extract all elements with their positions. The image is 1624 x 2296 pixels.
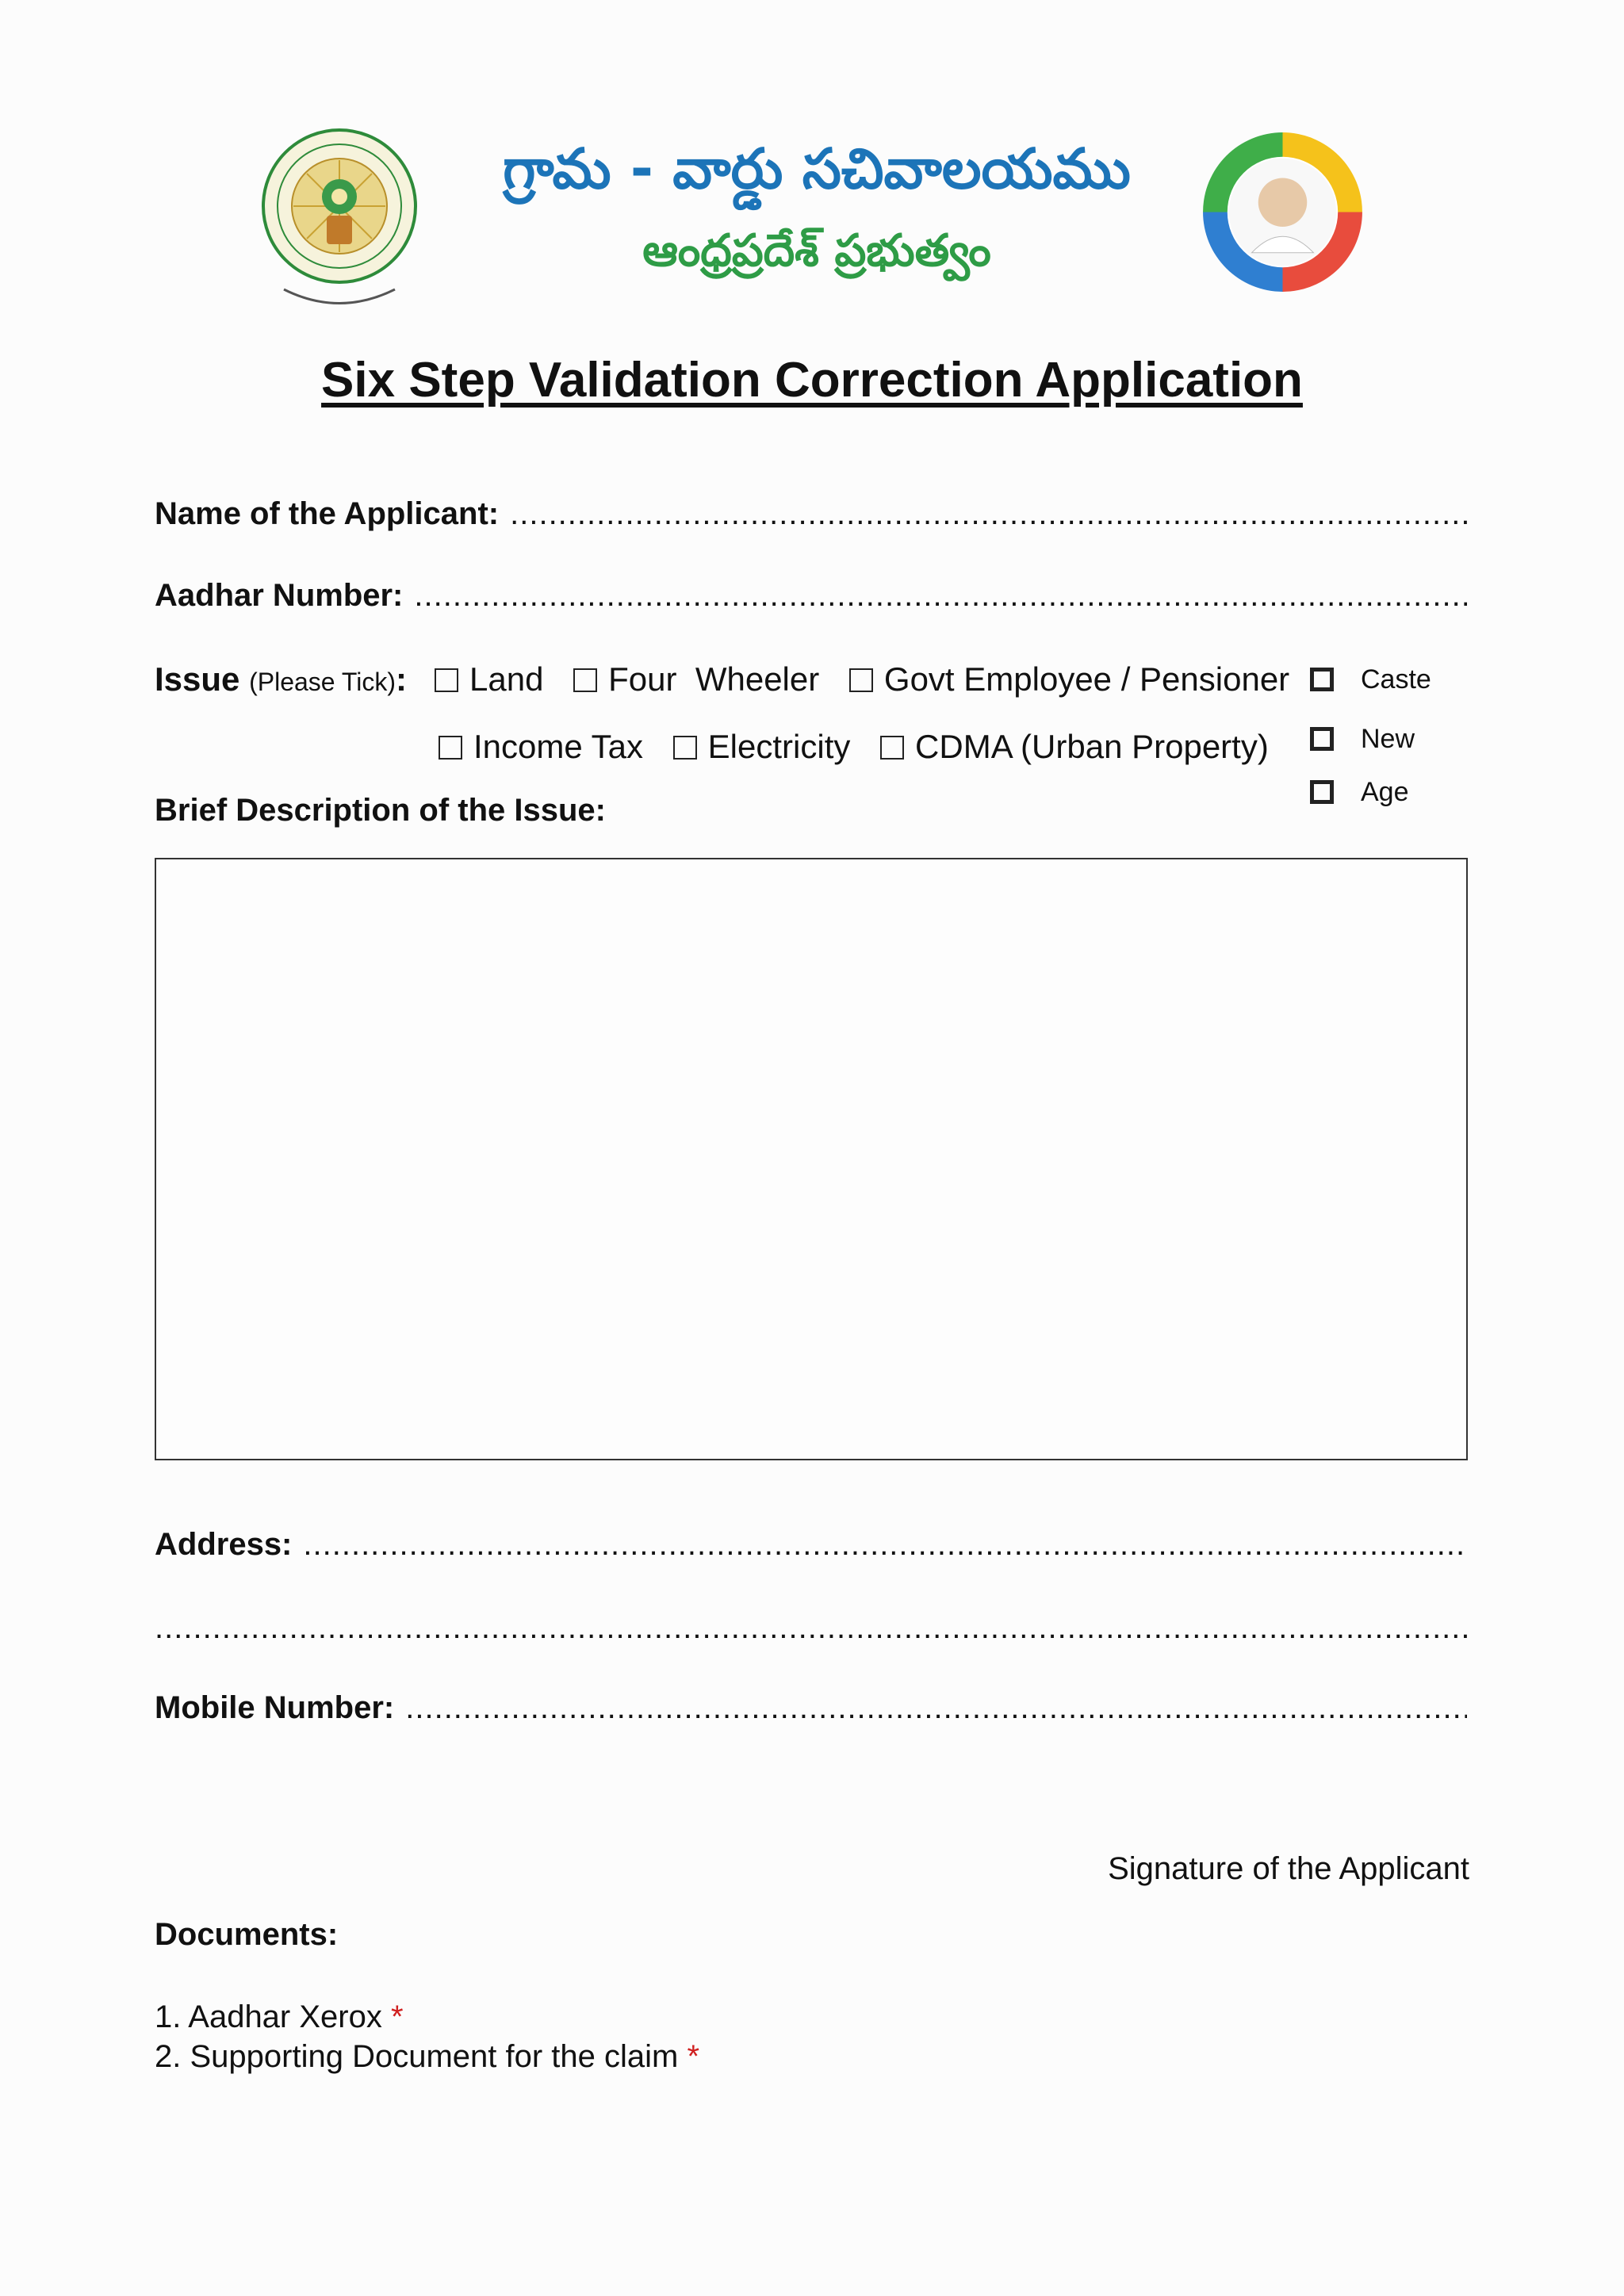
address-dotted-line[interactable] bbox=[303, 1524, 1467, 1565]
cdma-checkbox[interactable] bbox=[880, 736, 904, 760]
required-mark: * bbox=[390, 1999, 404, 2034]
aadhar-number-label: Aadhar Number: bbox=[155, 578, 404, 613]
option-four-wheeler[interactable] bbox=[573, 658, 819, 701]
mobile-number-dotted-line[interactable] bbox=[405, 1687, 1467, 1728]
issue-hint: (Please Tick) bbox=[249, 668, 396, 696]
required-mark: * bbox=[687, 2039, 700, 2074]
issue-colon: : bbox=[396, 660, 408, 698]
option-caste-label: Caste bbox=[1361, 664, 1431, 695]
option-govt-employee-label: Govt Employee / Pensioner bbox=[883, 660, 1290, 698]
option-new[interactable] bbox=[1310, 721, 1415, 756]
brief-description-label: Brief Description of the Issue: bbox=[155, 793, 606, 828]
option-age[interactable] bbox=[1310, 775, 1409, 809]
govt-employee-checkbox[interactable] bbox=[849, 668, 873, 692]
option-income-tax-label: Income Tax bbox=[473, 728, 643, 765]
address-dotted-line-2[interactable] bbox=[155, 1607, 1467, 1648]
income-tax-checkbox[interactable] bbox=[439, 736, 462, 760]
electricity-checkbox[interactable] bbox=[673, 736, 697, 760]
telugu-title: గ్రామ - వార్డు సచివాలయము bbox=[503, 136, 1131, 201]
issue-row-1 bbox=[155, 658, 1310, 703]
document-item-text: 1. Aadhar Xerox bbox=[155, 1999, 382, 2034]
aadhar-number-field[interactable] bbox=[155, 575, 1467, 616]
option-caste[interactable] bbox=[1310, 662, 1431, 697]
aadhar-number-dotted-line[interactable] bbox=[414, 575, 1467, 616]
option-income-tax[interactable] bbox=[439, 725, 643, 768]
address-field[interactable] bbox=[155, 1524, 1467, 1565]
option-cdma-label: CDMA (Urban Property) bbox=[915, 728, 1269, 765]
documents-label: Documents: bbox=[155, 1917, 339, 1952]
age-checkbox[interactable] bbox=[1310, 780, 1334, 804]
ap-state-emblem-icon bbox=[260, 127, 419, 309]
navaratnalu-logo-icon bbox=[1201, 131, 1364, 293]
brief-description-box[interactable] bbox=[155, 858, 1468, 1460]
option-electricity[interactable] bbox=[673, 725, 851, 768]
issue-row-2 bbox=[439, 725, 1289, 768]
applicant-name-dotted-line[interactable] bbox=[510, 493, 1467, 534]
mobile-number-field[interactable] bbox=[155, 1687, 1467, 1728]
option-cdma[interactable] bbox=[880, 725, 1269, 768]
document-item bbox=[155, 1996, 404, 2038]
option-land-label: Land bbox=[469, 660, 544, 698]
four-wheeler-checkbox[interactable] bbox=[573, 668, 597, 692]
mobile-number-label: Mobile Number: bbox=[155, 1690, 395, 1725]
land-checkbox[interactable] bbox=[435, 668, 458, 692]
telugu-subtitle: ఆంధ్రప్రదేశ్ ప్రభుత్వం bbox=[642, 225, 991, 277]
page-title: Six Step Validation Correction Application bbox=[321, 353, 1303, 408]
address-label: Address: bbox=[155, 1527, 293, 1562]
option-four-wheeler-label: Four Wheeler bbox=[608, 660, 820, 698]
option-age-label: Age bbox=[1361, 777, 1409, 807]
option-land[interactable] bbox=[435, 658, 543, 701]
document-item-text: 2. Supporting Document for the claim bbox=[155, 2039, 679, 2074]
address-line-2[interactable] bbox=[155, 1607, 1467, 1648]
document-item bbox=[155, 2036, 699, 2077]
caste-checkbox[interactable] bbox=[1310, 668, 1334, 691]
issue-label: Issue bbox=[155, 660, 240, 698]
applicant-name-field[interactable] bbox=[155, 493, 1467, 534]
option-electricity-label: Electricity bbox=[707, 728, 851, 765]
option-govt-employee[interactable] bbox=[849, 658, 1289, 701]
new-checkbox[interactable] bbox=[1310, 727, 1334, 751]
option-new-label: New bbox=[1361, 724, 1415, 754]
signature-label: Signature of the Applicant bbox=[1108, 1851, 1469, 1886]
applicant-name-label: Name of the Applicant: bbox=[155, 496, 500, 531]
